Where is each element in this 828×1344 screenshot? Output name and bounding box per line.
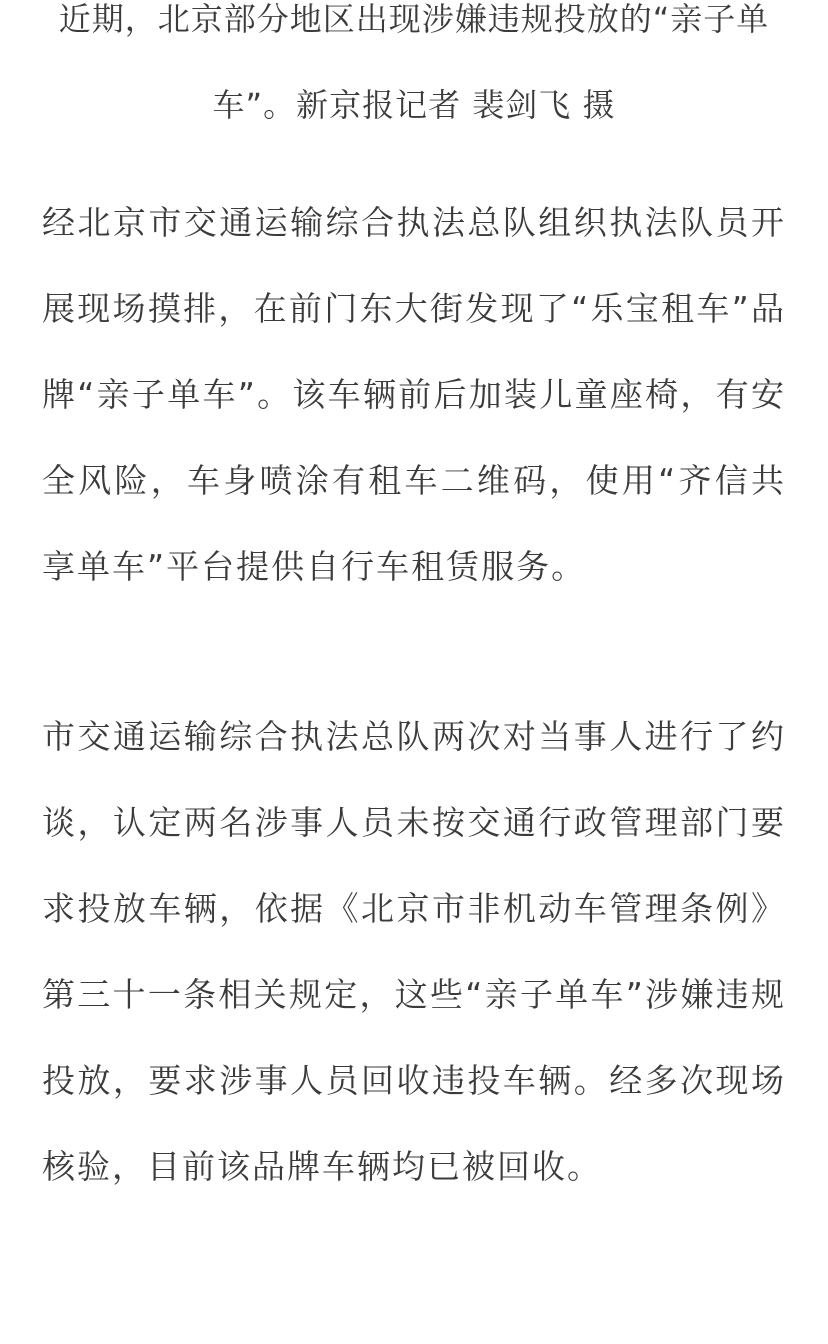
article-paragraph-2: 市交通运输综合执法总队两次对当事人进行了约谈，认定两名涉事人员未按交通行政管理部门要求投放车辆，依据《北京市非机动车管理条例》第三十一条相关规定，这些“亲子单车”涉嫌违规投放，要求涉事人员回收违投车辆。经多次现场核验，目前该品牌车辆均已被回收。 <box>42 717 786 1186</box>
photo-caption: 近期，北京部分地区出现涉嫌违规投放的“亲子单车”。新京报记者 裴剑飞 摄 <box>58 0 770 124</box>
article-paragraph-1: 经北京市交通运输综合执法总队组织执法队员开展现场摸排，在前门东大街发现了“乐宝租车”品牌“亲子单车”。该车辆前后加装儿童座椅，有安全风险，车身喷涂有租车二维码，使用“齐信共享单车”平台提供自行车租赁服务。 <box>42 203 786 586</box>
